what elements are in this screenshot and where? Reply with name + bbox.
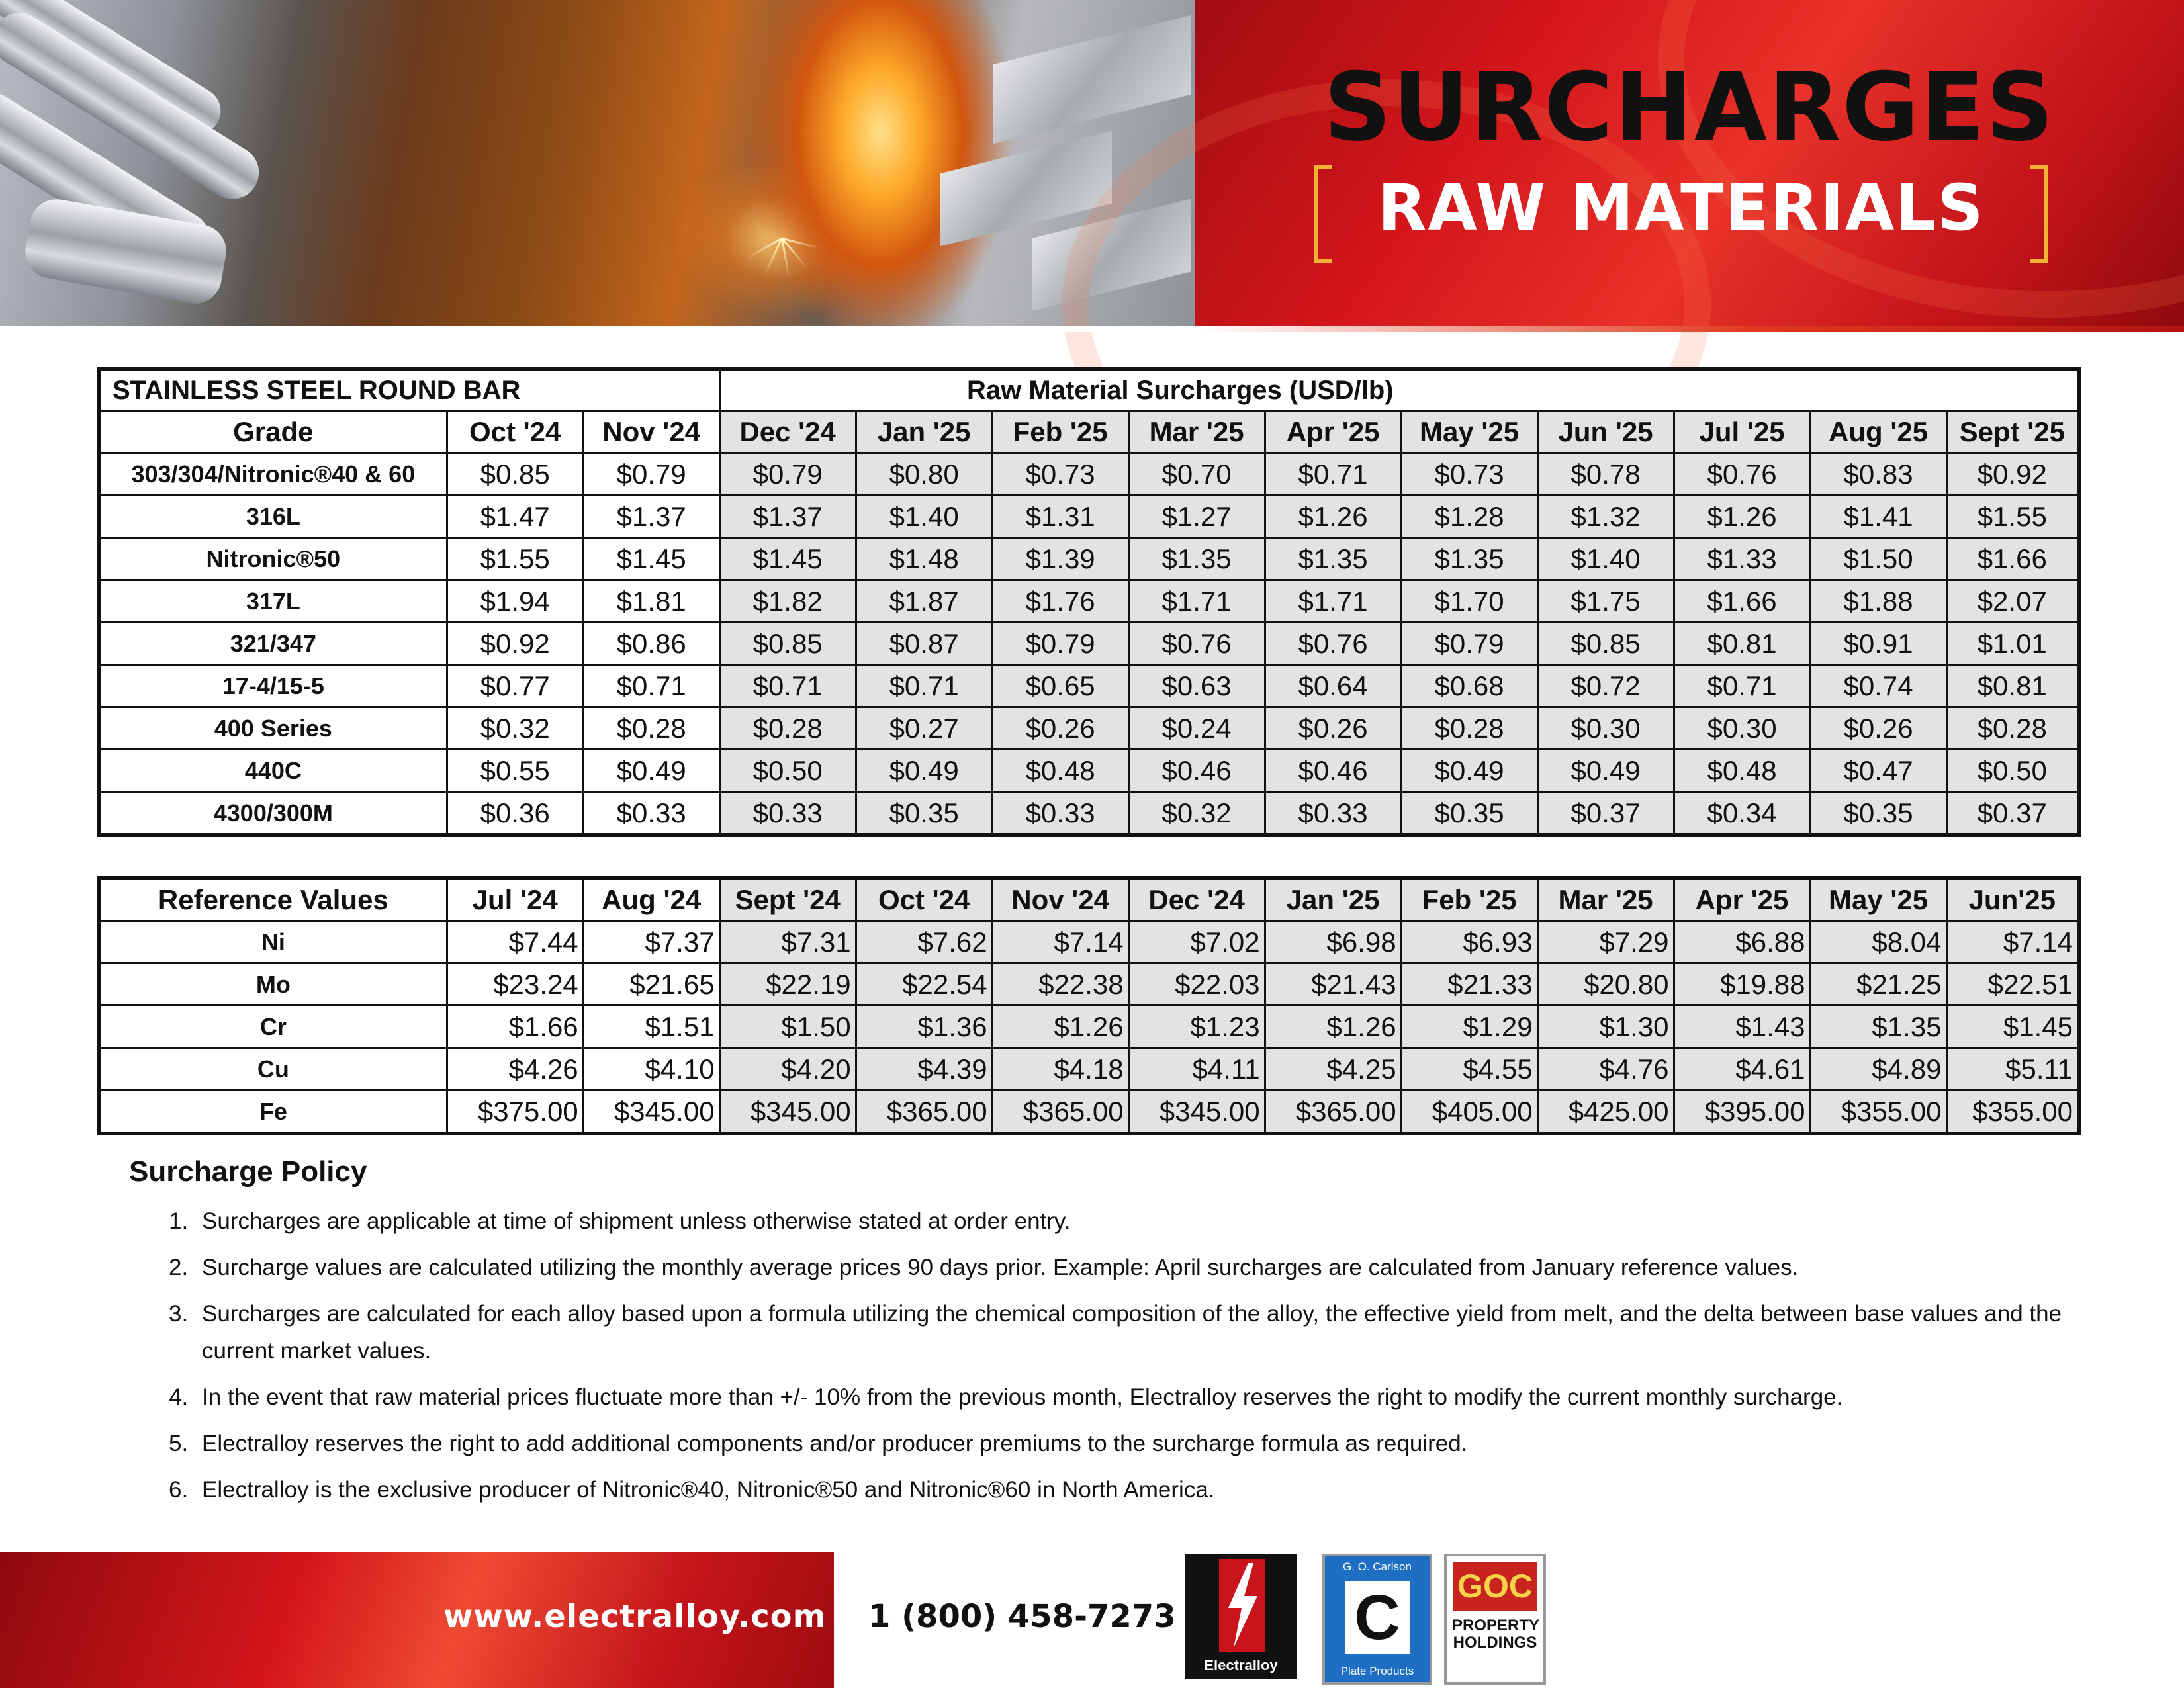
reference-value-cell: $5.11 bbox=[1946, 1048, 2079, 1090]
surcharge-value-cell: $0.48 bbox=[1674, 750, 1810, 792]
policy-title: Surcharge Policy bbox=[129, 1155, 367, 1188]
surcharge-row-label: 317L bbox=[99, 580, 447, 623]
surcharge-value-cell: $1.71 bbox=[1128, 580, 1265, 623]
surcharge-value-cell: $0.35 bbox=[856, 792, 992, 836]
reference-month-header: Jun'25 bbox=[1946, 878, 2079, 921]
surcharge-value-cell: $0.37 bbox=[1537, 792, 1674, 836]
steel-plate-image bbox=[993, 15, 1191, 144]
reference-month-header: Jul '24 bbox=[447, 878, 583, 921]
surcharge-value-cell: $1.47 bbox=[447, 496, 583, 538]
surcharge-caption-row bbox=[99, 369, 2079, 412]
surcharge-row-label: 440C bbox=[99, 750, 447, 792]
surcharge-value-cell: $0.79 bbox=[992, 623, 1128, 665]
surcharge-value-cell: $0.30 bbox=[1674, 707, 1810, 750]
reference-value-cell: $7.02 bbox=[1128, 921, 1265, 963]
lightning-bolt-icon bbox=[1219, 1559, 1265, 1652]
surcharge-month-header: Aug '25 bbox=[1810, 412, 1946, 453]
surcharge-value-cell: $1.55 bbox=[447, 538, 583, 580]
surcharge-value-cell: $1.26 bbox=[1674, 496, 1810, 538]
surcharge-value-cell: $1.41 bbox=[1810, 496, 1946, 538]
surcharge-row bbox=[99, 538, 2079, 580]
reference-row-label: Cr bbox=[99, 1006, 447, 1048]
surcharge-value-cell: $0.81 bbox=[1674, 623, 1810, 665]
reference-value-cell: $7.14 bbox=[1946, 921, 2079, 963]
surcharge-value-cell: $1.66 bbox=[1674, 580, 1810, 623]
reference-value-cell: $22.38 bbox=[992, 963, 1128, 1006]
reference-row-label: Ni bbox=[99, 921, 447, 963]
surcharge-value-cell: $0.73 bbox=[992, 453, 1128, 496]
reference-value-cell: $6.98 bbox=[1265, 921, 1401, 963]
surcharge-value-cell: $1.40 bbox=[1537, 538, 1674, 580]
policy-item-number: 2. bbox=[169, 1255, 189, 1280]
surcharge-value-cell: $0.80 bbox=[856, 453, 992, 496]
reference-value-cell: $1.30 bbox=[1537, 1006, 1674, 1048]
policy-item-text: Surcharges are calculated for each alloy based upon a formula utilizing the chemical composition of the alloy, the effective yield from melt, and the delta between base values and the current market values. bbox=[202, 1301, 2062, 1364]
surcharge-value-cell: $0.35 bbox=[1401, 792, 1537, 836]
reference-value-cell: $7.62 bbox=[856, 921, 992, 963]
reference-value-cell: $20.80 bbox=[1537, 963, 1674, 1006]
reference-value-cell: $1.35 bbox=[1810, 1006, 1946, 1048]
surcharge-value-cell: $0.33 bbox=[1265, 792, 1401, 836]
reference-month-header: Aug '24 bbox=[583, 878, 719, 921]
surcharge-value-cell: $0.46 bbox=[1128, 750, 1265, 792]
surcharge-value-cell: $0.76 bbox=[1265, 623, 1401, 665]
reference-value-cell: $395.00 bbox=[1674, 1090, 1810, 1134]
surcharge-value-cell: $0.79 bbox=[1401, 623, 1537, 665]
surcharge-value-cell: $0.32 bbox=[1128, 792, 1265, 836]
policy-item bbox=[156, 1296, 2075, 1370]
reference-value-cell: $1.66 bbox=[447, 1006, 583, 1048]
title-banner bbox=[1195, 0, 2184, 326]
surcharge-value-cell: $1.01 bbox=[1946, 623, 2079, 665]
reference-value-cell: $4.89 bbox=[1810, 1048, 1946, 1090]
surcharge-value-cell: $0.32 bbox=[447, 707, 583, 750]
surcharge-value-cell: $0.48 bbox=[992, 750, 1128, 792]
surcharge-value-cell: $1.31 bbox=[992, 496, 1128, 538]
reference-value-cell: $21.33 bbox=[1401, 963, 1537, 1006]
policy-item-text: Surcharges are applicable at time of shipment unless otherwise stated at order entry. bbox=[202, 1208, 1071, 1234]
surcharge-value-cell: $0.24 bbox=[1128, 707, 1265, 750]
surcharge-value-cell: $1.28 bbox=[1401, 496, 1537, 538]
policy-item bbox=[156, 1203, 2075, 1240]
reference-value-cell: $4.25 bbox=[1265, 1048, 1401, 1090]
property-holdings-text: PROPERTY HOLDINGS bbox=[1452, 1617, 1540, 1652]
surcharge-value-cell: $0.73 bbox=[1401, 453, 1537, 496]
surcharge-value-cell: $0.85 bbox=[719, 623, 856, 665]
surcharge-value-cell: $1.82 bbox=[719, 580, 856, 623]
surcharge-value-cell: $0.70 bbox=[1128, 453, 1265, 496]
reference-value-cell: $4.39 bbox=[856, 1048, 992, 1090]
surcharge-value-cell: $0.47 bbox=[1810, 750, 1946, 792]
surcharge-month-header: Dec '24 bbox=[719, 412, 856, 453]
surcharge-value-cell: $0.26 bbox=[1265, 707, 1401, 750]
surcharge-value-cell: $0.79 bbox=[719, 453, 856, 496]
reference-value-cell: $22.19 bbox=[719, 963, 856, 1006]
surcharge-value-cell: $0.36 bbox=[447, 792, 583, 836]
reference-month-header: Mar '25 bbox=[1537, 878, 1674, 921]
reference-value-cell: $22.51 bbox=[1946, 963, 2079, 1006]
page-subtitle: RAW MATERIALS bbox=[1377, 171, 1985, 245]
reference-values-header: Reference Values bbox=[99, 878, 447, 921]
reference-value-cell: $22.54 bbox=[856, 963, 992, 1006]
surcharge-value-cell: $0.49 bbox=[1537, 750, 1674, 792]
surcharge-value-cell: $0.65 bbox=[992, 665, 1128, 707]
surcharge-value-cell: $0.71 bbox=[583, 665, 719, 707]
reference-value-cell: $21.25 bbox=[1810, 963, 1946, 1006]
surcharge-row bbox=[99, 665, 2079, 707]
surcharge-value-cell: $0.71 bbox=[856, 665, 992, 707]
surcharge-value-cell: $1.27 bbox=[1128, 496, 1265, 538]
reference-value-cell: $345.00 bbox=[719, 1090, 856, 1134]
surcharge-value-cell: $0.28 bbox=[719, 707, 856, 750]
surcharge-value-cell: $0.37 bbox=[1946, 792, 2079, 836]
reference-month-header: Nov '24 bbox=[992, 878, 1128, 921]
surcharge-row bbox=[99, 792, 2079, 836]
surcharge-value-cell: $0.85 bbox=[447, 453, 583, 496]
surcharge-row-label: 321/347 bbox=[99, 623, 447, 665]
surcharge-month-header: Sept '25 bbox=[1946, 412, 2079, 453]
goc-mark: GOC bbox=[1453, 1562, 1537, 1611]
policy-list bbox=[156, 1203, 2075, 1518]
reference-value-cell: $1.23 bbox=[1128, 1006, 1265, 1048]
surcharge-value-cell: $0.28 bbox=[1401, 707, 1537, 750]
reference-value-cell: $1.26 bbox=[1265, 1006, 1401, 1048]
go-carlson-name: G. O. Carlson bbox=[1343, 1560, 1412, 1573]
policy-item bbox=[156, 1472, 2075, 1509]
surcharge-value-cell: $0.27 bbox=[856, 707, 992, 750]
grade-header: Grade bbox=[99, 412, 447, 453]
surcharge-value-cell: $0.68 bbox=[1401, 665, 1537, 707]
reference-row-label: Fe bbox=[99, 1090, 447, 1134]
page-title: SURCHARGES bbox=[1324, 53, 2056, 162]
surcharge-value-cell: $0.79 bbox=[583, 453, 719, 496]
bracket-left-decoration bbox=[1314, 165, 1332, 263]
electralloy-logo-text: Electralloy bbox=[1204, 1657, 1278, 1673]
reference-value-cell: $7.29 bbox=[1537, 921, 1674, 963]
surcharge-value-cell: $1.87 bbox=[856, 580, 992, 623]
surcharge-row-label: 4300/300M bbox=[99, 792, 447, 836]
policy-item bbox=[156, 1379, 2075, 1416]
reference-row bbox=[99, 1048, 2079, 1090]
surcharge-value-cell: $1.94 bbox=[447, 580, 583, 623]
surcharge-row-label: 316L bbox=[99, 496, 447, 538]
surcharge-value-cell: $0.63 bbox=[1128, 665, 1265, 707]
reference-value-cell: $4.18 bbox=[992, 1048, 1128, 1090]
surcharge-header-row bbox=[99, 412, 2079, 453]
surcharge-value-cell: $1.40 bbox=[856, 496, 992, 538]
surcharge-value-cell: $1.45 bbox=[583, 538, 719, 580]
surcharge-value-cell: $1.35 bbox=[1265, 538, 1401, 580]
surcharge-value-cell: $0.83 bbox=[1810, 453, 1946, 496]
surcharge-value-cell: $1.88 bbox=[1810, 580, 1946, 623]
surcharge-value-cell: $0.76 bbox=[1674, 453, 1810, 496]
surcharge-value-cell: $0.30 bbox=[1537, 707, 1674, 750]
surcharge-row-label: 303/304/Nitronic®40 & 60 bbox=[99, 453, 447, 496]
reference-value-cell: $1.45 bbox=[1946, 1006, 2079, 1048]
surcharge-row-label: 400 Series bbox=[99, 707, 447, 750]
reference-value-cell: $21.43 bbox=[1265, 963, 1401, 1006]
reference-value-cell: $1.51 bbox=[583, 1006, 719, 1048]
surcharge-value-cell: $0.34 bbox=[1674, 792, 1810, 836]
surcharge-value-cell: $0.55 bbox=[447, 750, 583, 792]
reference-value-cell: $4.76 bbox=[1537, 1048, 1674, 1090]
reference-value-cell: $7.14 bbox=[992, 921, 1128, 963]
reference-value-cell: $355.00 bbox=[1946, 1090, 2079, 1134]
reference-row bbox=[99, 963, 2079, 1006]
reference-month-header: Oct '24 bbox=[856, 878, 992, 921]
go-carlson-logo bbox=[1322, 1554, 1432, 1685]
surcharge-value-cell: $1.71 bbox=[1265, 580, 1401, 623]
surcharge-month-header: Feb '25 bbox=[992, 412, 1128, 453]
surcharge-value-cell: $0.71 bbox=[1265, 453, 1401, 496]
surcharge-month-header: Apr '25 bbox=[1265, 412, 1401, 453]
reference-value-cell: $365.00 bbox=[856, 1090, 992, 1134]
surcharge-value-cell: $1.45 bbox=[719, 538, 856, 580]
surcharge-value-cell: $1.48 bbox=[856, 538, 992, 580]
reference-value-cell: $23.24 bbox=[447, 963, 583, 1006]
reference-month-header: Jan '25 bbox=[1265, 878, 1401, 921]
reference-value-cell: $7.31 bbox=[719, 921, 856, 963]
surcharge-value-cell: $0.50 bbox=[1946, 750, 2079, 792]
reference-month-header: Feb '25 bbox=[1401, 878, 1537, 921]
policy-item-text: Electralloy is the exclusive producer of Nitronic®40, Nitronic®50 and Nitronic®60 in North America. bbox=[202, 1477, 1215, 1503]
reference-month-header: May '25 bbox=[1810, 878, 1946, 921]
reference-value-cell: $365.00 bbox=[1265, 1090, 1401, 1134]
reference-value-cell: $405.00 bbox=[1401, 1090, 1537, 1134]
surcharge-value-cell: $2.07 bbox=[1946, 580, 2079, 623]
surcharge-row bbox=[99, 750, 2079, 792]
policy-item-number: 4. bbox=[169, 1384, 189, 1410]
reference-value-cell: $1.50 bbox=[719, 1006, 856, 1048]
reference-month-header: Apr '25 bbox=[1674, 878, 1810, 921]
surcharge-value-cell: $0.76 bbox=[1128, 623, 1265, 665]
reference-value-cell: $7.37 bbox=[583, 921, 719, 963]
surcharge-row bbox=[99, 496, 2079, 538]
hero-photo-collage bbox=[0, 0, 1195, 326]
surcharge-value-cell: $0.71 bbox=[1674, 665, 1810, 707]
surcharge-value-cell: $1.50 bbox=[1810, 538, 1946, 580]
reference-value-cell: $1.43 bbox=[1674, 1006, 1810, 1048]
surcharge-month-header: Nov '24 bbox=[583, 412, 719, 453]
reference-value-cell: $1.36 bbox=[856, 1006, 992, 1048]
policy-item-text: Electralloy reserves the right to add additional components and/or producer premiums to the surcharge formula as required. bbox=[202, 1431, 1468, 1456]
reference-value-cell: $425.00 bbox=[1537, 1090, 1674, 1134]
policy-item-text: In the event that raw material prices fluctuate more than +/- 10% from the previous month, Electralloy reserves the right to modify the current monthly surcharge. bbox=[202, 1384, 1843, 1410]
surcharge-table bbox=[97, 367, 2081, 837]
reference-value-cell: $4.26 bbox=[447, 1048, 583, 1090]
surcharge-row bbox=[99, 707, 2079, 750]
section-label: STAINLESS STEEL ROUND BAR bbox=[99, 369, 719, 412]
policy-item-number: 5. bbox=[169, 1431, 189, 1456]
surcharge-value-cell: $1.76 bbox=[992, 580, 1128, 623]
reference-row bbox=[99, 921, 2079, 963]
header-divider bbox=[0, 326, 2184, 332]
surcharge-value-cell: $0.92 bbox=[1946, 453, 2079, 496]
reference-value-cell: $1.26 bbox=[992, 1006, 1128, 1048]
surcharge-month-header: Mar '25 bbox=[1128, 412, 1265, 453]
surcharge-value-cell: $0.81 bbox=[1946, 665, 2079, 707]
surcharge-value-cell: $1.26 bbox=[1265, 496, 1401, 538]
surcharge-value-cell: $0.35 bbox=[1810, 792, 1946, 836]
surcharge-value-cell: $0.33 bbox=[719, 792, 856, 836]
surcharge-value-cell: $0.91 bbox=[1810, 623, 1946, 665]
reference-header-row bbox=[99, 878, 2079, 921]
surcharge-value-cell: $0.72 bbox=[1537, 665, 1674, 707]
reference-value-cell: $1.29 bbox=[1401, 1006, 1537, 1048]
surcharge-value-cell: $1.35 bbox=[1128, 538, 1265, 580]
surcharge-value-cell: $1.81 bbox=[583, 580, 719, 623]
surcharge-value-cell: $1.66 bbox=[1946, 538, 2079, 580]
surcharge-month-header: Oct '24 bbox=[447, 412, 583, 453]
surcharge-row-label: 17-4/15-5 bbox=[99, 665, 447, 707]
surcharge-value-cell: $1.37 bbox=[719, 496, 856, 538]
reference-month-header: Sept '24 bbox=[719, 878, 856, 921]
surcharge-value-cell: $0.28 bbox=[583, 707, 719, 750]
policy-item-text: Surcharge values are calculated utilizing the monthly average prices 90 days prior. Example: April surcharges are calculated from January reference values. bbox=[202, 1255, 1799, 1280]
surcharge-value-cell: $0.87 bbox=[856, 623, 992, 665]
surcharge-value-cell: $0.86 bbox=[583, 623, 719, 665]
reference-value-cell: $21.65 bbox=[583, 963, 719, 1006]
reference-value-cell: $6.93 bbox=[1401, 921, 1537, 963]
policy-item bbox=[156, 1249, 2075, 1286]
reference-value-cell: $4.11 bbox=[1128, 1048, 1265, 1090]
phone-number[interactable]: 1 (800) 458-7273 bbox=[868, 1598, 1176, 1635]
surcharge-value-cell: $0.49 bbox=[1401, 750, 1537, 792]
reference-value-cell: $6.88 bbox=[1674, 921, 1810, 963]
surcharge-value-cell: $1.35 bbox=[1401, 538, 1537, 580]
bracket-right-decoration bbox=[2030, 165, 2048, 263]
reference-value-cell: $4.10 bbox=[583, 1048, 719, 1090]
surcharge-value-cell: $0.50 bbox=[719, 750, 856, 792]
surcharge-value-cell: $0.71 bbox=[719, 665, 856, 707]
reference-value-cell: $4.61 bbox=[1674, 1048, 1810, 1090]
surcharge-value-cell: $0.49 bbox=[583, 750, 719, 792]
reference-row-label: Mo bbox=[99, 963, 447, 1006]
policy-item-number: 3. bbox=[169, 1301, 189, 1327]
surcharge-value-cell: $1.37 bbox=[583, 496, 719, 538]
surcharge-value-cell: $0.77 bbox=[447, 665, 583, 707]
surcharge-value-cell: $0.28 bbox=[1946, 707, 2079, 750]
reference-value-cell: $4.55 bbox=[1401, 1048, 1537, 1090]
surcharge-value-cell: $0.46 bbox=[1265, 750, 1401, 792]
goc-property-holdings-logo bbox=[1444, 1554, 1546, 1685]
go-carlson-letter: C bbox=[1345, 1581, 1410, 1654]
surcharge-month-header: May '25 bbox=[1401, 412, 1537, 453]
surcharge-value-cell: $1.75 bbox=[1537, 580, 1674, 623]
surcharge-value-cell: $1.70 bbox=[1401, 580, 1537, 623]
reference-row bbox=[99, 1090, 2079, 1134]
surcharge-value-cell: $0.33 bbox=[583, 792, 719, 836]
surcharge-value-cell: $1.39 bbox=[992, 538, 1128, 580]
reference-value-cell: $19.88 bbox=[1674, 963, 1810, 1006]
policy-item-number: 6. bbox=[169, 1477, 189, 1503]
surcharge-month-header: Jan '25 bbox=[856, 412, 992, 453]
reference-value-cell: $365.00 bbox=[992, 1090, 1128, 1134]
policy-item-number: 1. bbox=[169, 1208, 189, 1234]
reference-values-table bbox=[97, 876, 2081, 1135]
surcharge-value-cell: $0.92 bbox=[447, 623, 583, 665]
reference-value-cell: $375.00 bbox=[447, 1090, 583, 1134]
reference-value-cell: $22.03 bbox=[1128, 963, 1265, 1006]
reference-value-cell: $7.44 bbox=[447, 921, 583, 963]
surcharge-value-cell: $1.33 bbox=[1674, 538, 1810, 580]
surcharge-value-cell: $0.64 bbox=[1265, 665, 1401, 707]
surcharge-value-cell: $0.85 bbox=[1537, 623, 1674, 665]
electralloy-logo bbox=[1185, 1554, 1297, 1679]
surcharge-value-cell: $1.55 bbox=[1946, 496, 2079, 538]
surcharge-value-cell: $1.32 bbox=[1537, 496, 1674, 538]
website-link[interactable]: www.electralloy.com bbox=[443, 1598, 827, 1635]
reference-value-cell: $345.00 bbox=[583, 1090, 719, 1134]
surcharge-row bbox=[99, 580, 2079, 623]
surcharge-month-header: Jul '25 bbox=[1674, 412, 1810, 453]
surcharge-value-cell: $0.49 bbox=[856, 750, 992, 792]
surcharge-row bbox=[99, 453, 2079, 496]
surcharge-row-label: Nitronic®50 bbox=[99, 538, 447, 580]
reference-row-label: Cu bbox=[99, 1048, 447, 1090]
surcharge-value-cell: $0.26 bbox=[1810, 707, 1946, 750]
surcharge-row bbox=[99, 623, 2079, 665]
reference-value-cell: $4.20 bbox=[719, 1048, 856, 1090]
reference-value-cell: $8.04 bbox=[1810, 921, 1946, 963]
surcharge-value-cell: $0.78 bbox=[1537, 453, 1674, 496]
surcharge-value-cell: $0.33 bbox=[992, 792, 1128, 836]
plate-products-text: Plate Products bbox=[1340, 1665, 1414, 1677]
surcharge-value-cell: $0.74 bbox=[1810, 665, 1946, 707]
reference-row bbox=[99, 1006, 2079, 1048]
policy-item bbox=[156, 1425, 2075, 1462]
reference-month-header: Dec '24 bbox=[1128, 878, 1265, 921]
surcharge-month-header: Jun '25 bbox=[1537, 412, 1674, 453]
steel-bar-image bbox=[21, 195, 230, 308]
reference-value-cell: $345.00 bbox=[1128, 1090, 1265, 1134]
surcharge-value-cell: $0.26 bbox=[992, 707, 1128, 750]
table-caption: Raw Material Surcharges (USD/lb) bbox=[719, 369, 2079, 412]
reference-value-cell: $355.00 bbox=[1810, 1090, 1946, 1134]
